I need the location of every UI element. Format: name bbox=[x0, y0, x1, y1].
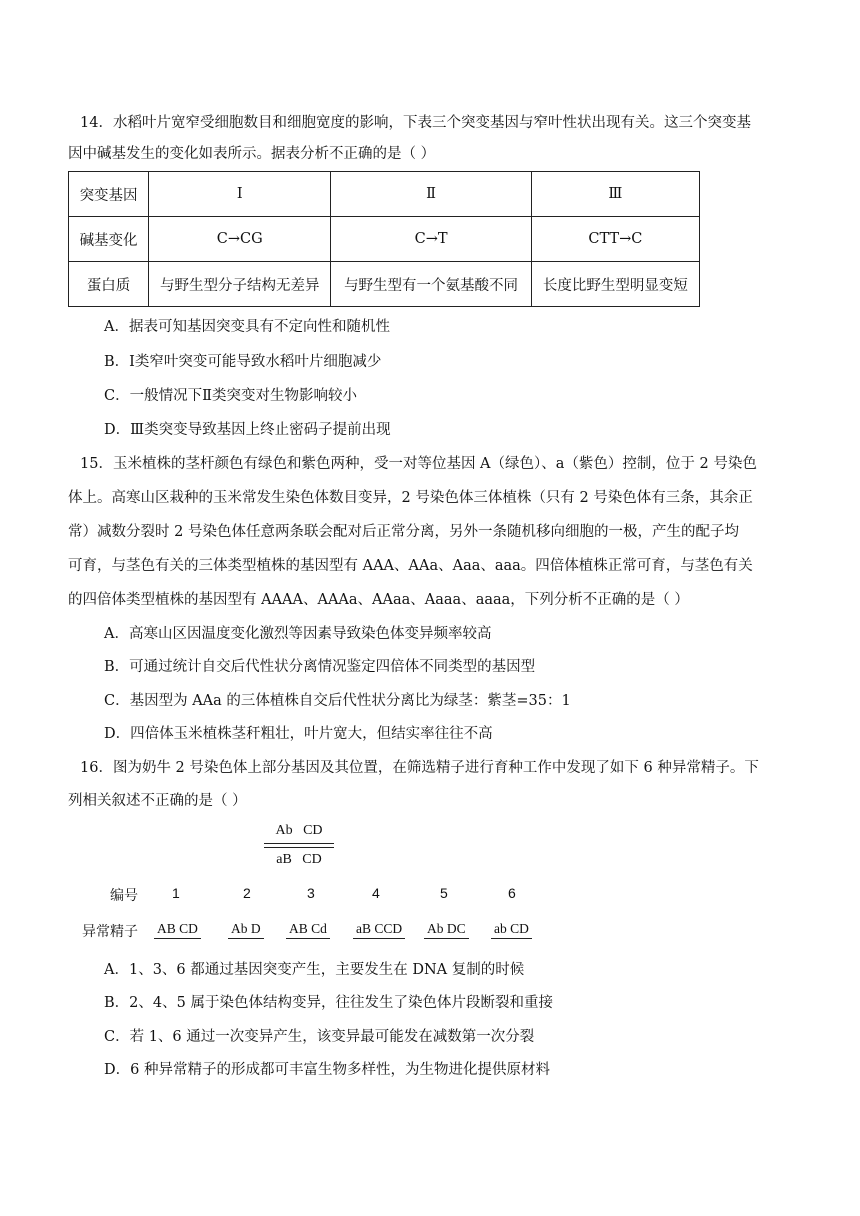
table-cell: 与野生型有一个氨基酸不同 bbox=[331, 262, 531, 307]
q16-option-a: A．1、3、6 都通过基因突变产生，主要发生在 DNA 复制的时候 bbox=[104, 962, 525, 978]
q15-option-c: C．基因型为 AAa 的三体植株自交后代性状分离比为绿茎：紫茎=35：1 bbox=[104, 693, 571, 709]
table-cell: 蛋白质 bbox=[69, 262, 149, 307]
q16-stem-line2: 列相关叙述不正确的是（ ） bbox=[68, 793, 247, 809]
q14-option-b: B．Ⅰ类窄叶突变可能导致水稻叶片细胞减少 bbox=[104, 354, 382, 370]
table-cell: CTT→C bbox=[531, 217, 699, 262]
abnormal-sperm: Ab D bbox=[228, 921, 264, 939]
table-row bbox=[69, 172, 700, 217]
table-cell: C→T bbox=[331, 217, 531, 262]
q15-option-d: D．四倍体玉米植株茎秆粗壮，叶片宽大，但结实率往往不高 bbox=[104, 726, 493, 742]
q16-stem-line1: 16．图为奶牛 2 号染色体上部分基因及其位置，在筛选精子进行育种工作中发现了如下 6 种异常精子。下 bbox=[80, 760, 759, 776]
table-cell: Ⅰ bbox=[149, 172, 331, 217]
abnormal-sperm: AB CD bbox=[154, 921, 201, 939]
table-cell: 碱基变化 bbox=[69, 217, 149, 262]
q14-option-d: D．Ⅲ类突变导致基因上终止密码子提前出现 bbox=[104, 422, 391, 438]
q15-stem-line2: 体上。高寒山区栽种的玉米常发生染色体数目变异，2 号染色体三体植株（只有 2 号染色体有三条，其余正 bbox=[68, 490, 753, 506]
q15-option-a: A．高寒山区因温度变化激烈等因素导致染色体变异频率较高 bbox=[104, 626, 492, 642]
chromosome-line bbox=[264, 843, 334, 844]
abnormal-sperm: ab CD bbox=[491, 921, 532, 939]
chromosome-diagram bbox=[264, 822, 334, 869]
q15-stem-line4: 可育，与茎色有关的三体类型植株的基因型有 AAA、AAa、Aaa、aaa。四倍体植株正常可育，与茎色有关 bbox=[68, 558, 753, 574]
table-cell: 突变基因 bbox=[69, 172, 149, 217]
q14-stem-line2: 因中碱基发生的变化如表所示。据表分析不正确的是（ ） bbox=[68, 146, 436, 162]
table-row bbox=[69, 217, 700, 262]
sperm-number: 4 bbox=[372, 885, 380, 901]
q15-option-b: B．可通过统计自交后代性状分离情况鉴定四倍体不同类型的基因型 bbox=[104, 659, 536, 675]
abnormal-sperm: Ab DC bbox=[424, 921, 469, 939]
chromosome-top-genes: Ab CD bbox=[275, 823, 323, 838]
q16-option-b: B．2、4、5 属于染色体结构变异，往往发生了染色体片段断裂和重接 bbox=[104, 995, 553, 1011]
table-cell: Ⅲ bbox=[531, 172, 699, 217]
sperm-number: 3 bbox=[307, 885, 315, 901]
q16-option-c: C．若 1、6 通过一次变异产生，该变异最可能发在减数第一次分裂 bbox=[104, 1029, 535, 1045]
q14-stem-line1: 14．水稻叶片宽窄受细胞数目和细胞宽度的影响，下表三个突变基因与窄叶性状出现有关。这三个突变基 bbox=[80, 115, 751, 131]
q15-stem-line5: 的四倍体类型植株的基因型有 AAAA、AAAa、AAaa、Aaaa、aaaa，下列分析不正确的是（ ） bbox=[68, 592, 689, 608]
table-cell: 长度比野生型明显变短 bbox=[531, 262, 699, 307]
table-row bbox=[69, 262, 700, 307]
q16-option-d: D．6 种异常精子的形成都可丰富生物多样性，为生物进化提供原材料 bbox=[104, 1062, 550, 1078]
mutation-table bbox=[68, 171, 700, 307]
abnormal-sperm: aB CCD bbox=[353, 921, 405, 939]
sperm-number: 6 bbox=[508, 885, 516, 901]
q15-stem-line3: 常）减数分裂时 2 号染色体任意两条联会配对后正常分离，另外一条随机移向细胞的一极，产生的配子均 bbox=[68, 524, 739, 540]
sperm-number: 2 bbox=[243, 885, 251, 901]
table-cell: 与野生型分子结构无差异 bbox=[149, 262, 331, 307]
number-label: 编号 bbox=[110, 887, 138, 903]
table-cell: C→CG bbox=[149, 217, 331, 262]
abnormal-sperm: AB Cd bbox=[286, 921, 330, 939]
chromosome-bottom-genes: aB CD bbox=[276, 852, 322, 867]
sperm-number: 5 bbox=[440, 885, 448, 901]
chromosome-line bbox=[264, 847, 334, 848]
q15-stem-line1: 15．玉米植株的茎杆颜色有绿色和紫色两种，受一对等位基因 A（绿色）、a（紫色）控制，位于 2 号染色 bbox=[80, 456, 757, 472]
q14-option-a: A．据表可知基因突变具有不定向性和随机性 bbox=[104, 319, 390, 335]
sperm-number: 1 bbox=[172, 885, 180, 901]
table-cell: Ⅱ bbox=[331, 172, 531, 217]
abnormal-sperm-label: 异常精子 bbox=[82, 923, 138, 939]
q14-option-c: C．一般情况下Ⅱ类突变对生物影响较小 bbox=[104, 388, 357, 404]
